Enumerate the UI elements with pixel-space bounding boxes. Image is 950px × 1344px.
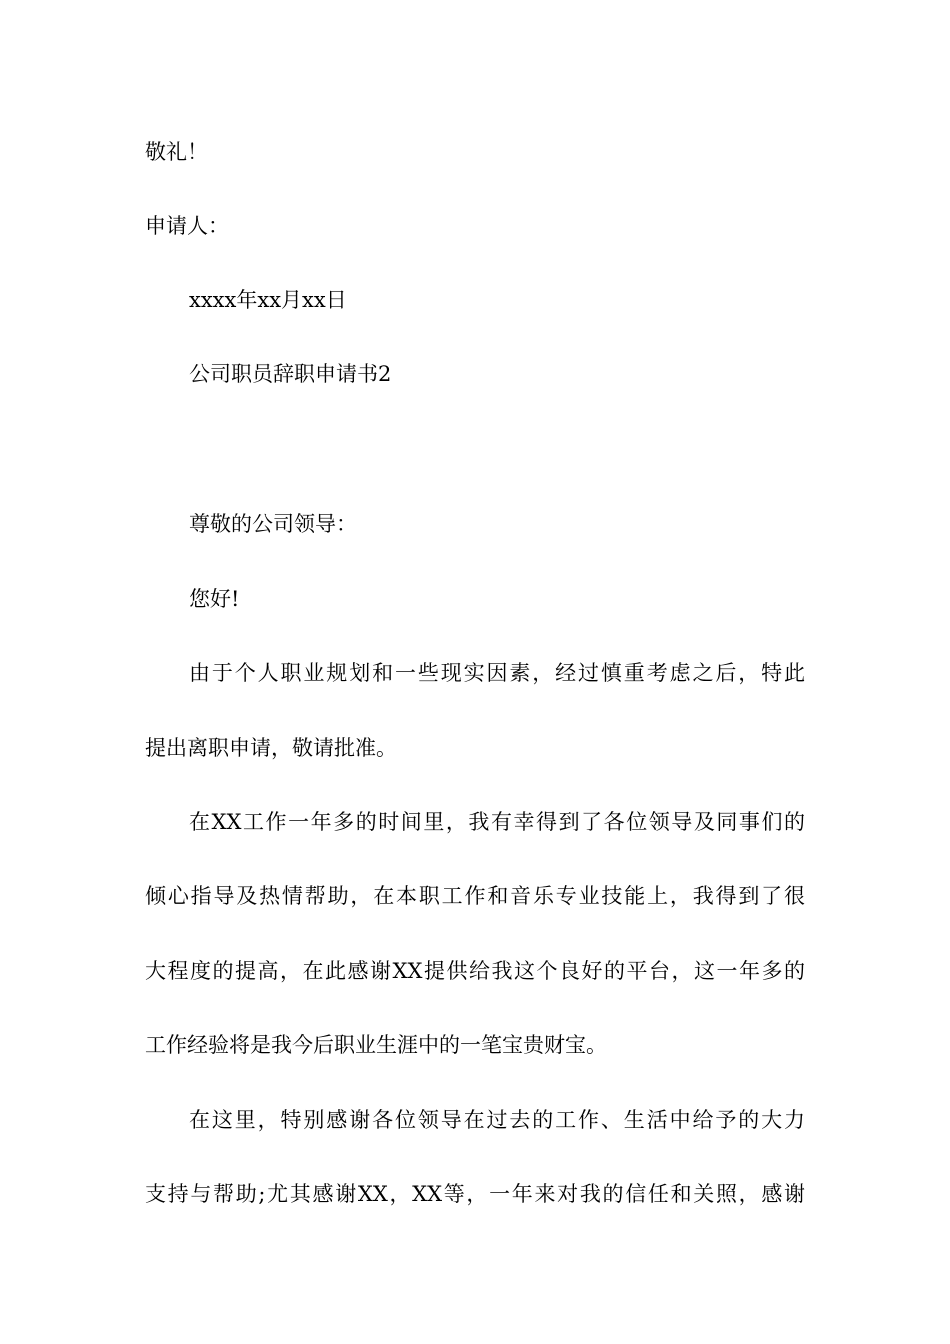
document-heading: 公司职员辞职申请书2 <box>189 362 392 386</box>
paragraph-2-line-1: 在XX工作一年多的时间里，我有幸得到了各位领导及同事们的 <box>189 810 805 834</box>
paragraph-2-line-4: 工作经验将是我今后职业生涯中的一笔宝贵财宝。 <box>145 1033 607 1057</box>
applicant-label: 申请人： <box>145 214 229 238</box>
salutation-line: 尊敬的公司领导： <box>189 512 357 536</box>
paragraph-1-line-1: 由于个人职业规划和一些现实因素，经过慎重考虑之后，特此 <box>189 661 805 685</box>
greeting-line: 您好! <box>189 587 240 611</box>
date-line: xxxx年xx月xx日 <box>189 288 347 312</box>
closing-line: 敬礼！ <box>145 140 208 164</box>
paragraph-2-line-3: 大程度的提高，在此感谢XX提供给我这个良好的平台，这一年多的 <box>145 959 805 983</box>
paragraph-1-line-2: 提出离职申请，敬请批准。 <box>145 736 397 760</box>
paragraph-2-line-2: 倾心指导及热情帮助，在本职工作和音乐专业技能上，我得到了很 <box>145 884 805 908</box>
paragraph-3-line-1: 在这里，特别感谢各位领导在过去的工作、生活中给予的大力 <box>189 1108 805 1132</box>
paragraph-3-line-2: 支持与帮助;尤其感谢XX，XX等，一年来对我的信任和关照，感谢 <box>145 1182 805 1206</box>
